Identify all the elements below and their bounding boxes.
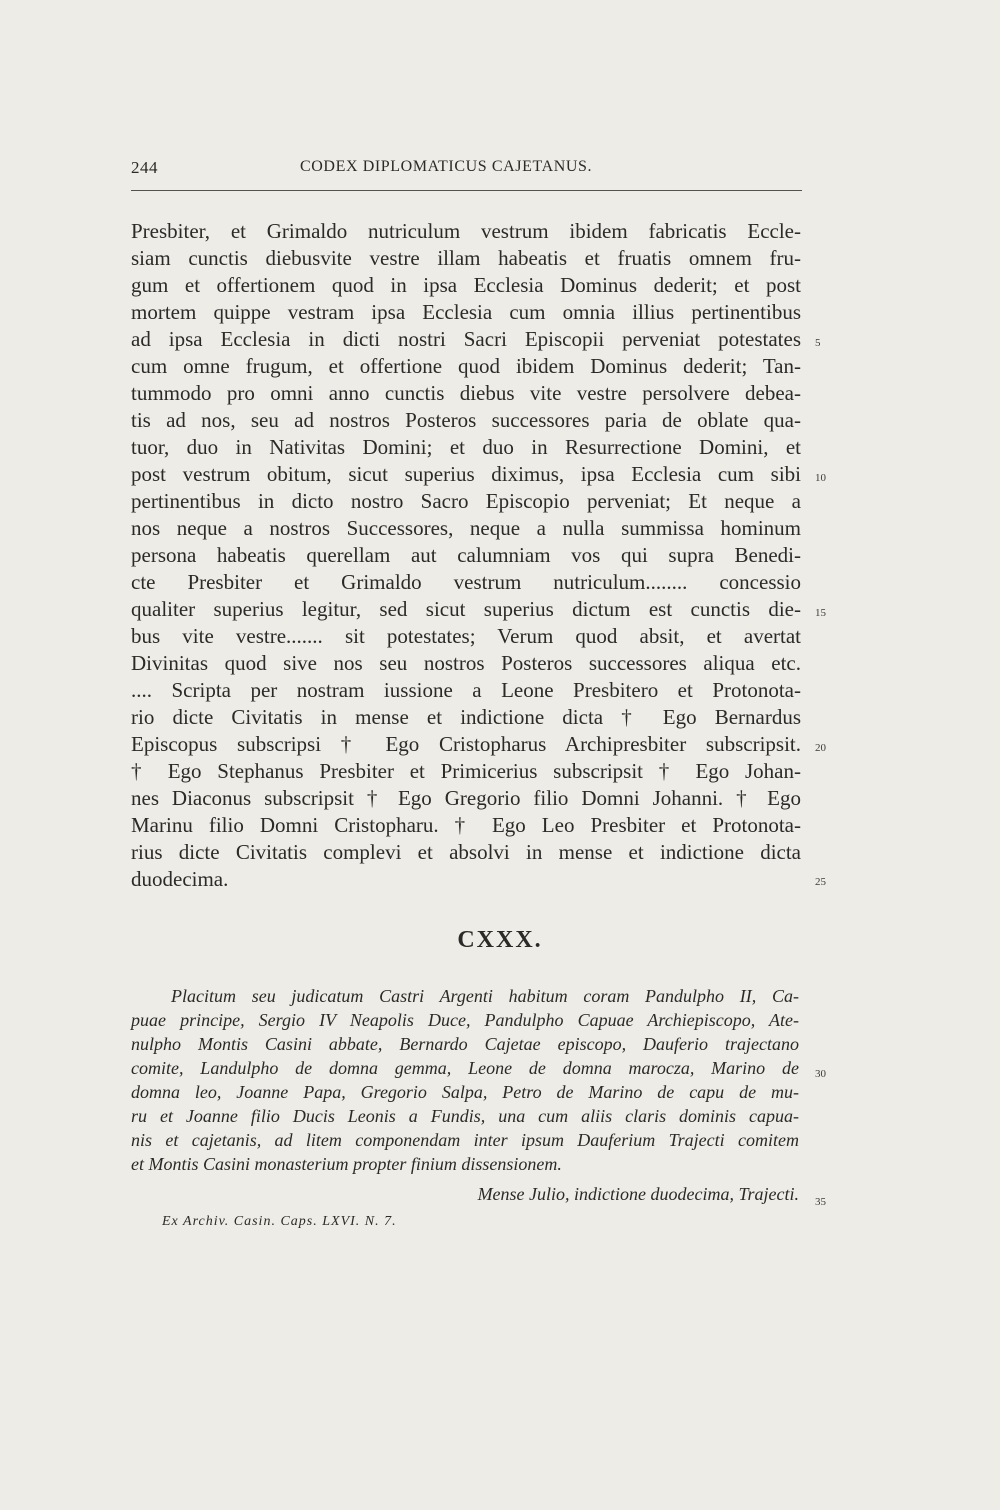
text-line: mortem quippe vestram ipsa Ecclesia cum omnia illius pertinentibus <box>131 300 801 324</box>
line-number: 5 <box>815 337 821 349</box>
text-line: rius dicte Civitatis complevi et absolvi in mense et indictione dicta <box>131 840 801 864</box>
text-line: cte Presbiter et Grimaldo vestrum nutriculum........ concessio <box>131 570 801 594</box>
text-line: pertinentibus in dicto nostro Sacro Episcopio perveniat; Et neque a <box>131 489 801 513</box>
line-number: 15 <box>815 607 826 619</box>
text-line: duodecima. <box>131 867 229 891</box>
text-line: qualiter superius legitur, sed sicut superius dictum est cunctis die- <box>131 597 801 621</box>
summary-line: nulpho Montis Casini abbate, Bernardo Cajetae episcopo, Dauferio trajectano <box>131 1034 799 1054</box>
summary-line: comite, Landulpho de domna gemma, Leone de domna marocza, Marino de <box>131 1058 799 1078</box>
line-number: 30 <box>815 1068 826 1080</box>
text-line: Episcopus subscripsi † Ego Cristopharus Archipresbiter subscripsit. <box>131 732 801 756</box>
header-rule <box>131 190 802 191</box>
text-line: tuor, duo in Nativitas Domini; et duo in Resurrectione Domini, et <box>131 435 801 459</box>
text-line: bus vite vestre....... sit potestates; Verum quod absit, et avertat <box>131 624 801 648</box>
archive-source: Ex Archiv. Casin. Caps. LXVI. N. 7. <box>162 1214 397 1229</box>
page-number: 244 <box>131 158 158 177</box>
text-line: siam cunctis diebusvite vestre illam habeatis et fruatis omnem fru- <box>131 246 801 270</box>
line-number: 20 <box>815 742 826 754</box>
summary-line: Placitum seu judicatum Castri Argenti habitum coram Pandulpho II, Ca- <box>171 986 799 1006</box>
summary-line: domna leo, Joanne Papa, Gregorio Salpa, Petro de Marino de capu de mu- <box>131 1082 799 1102</box>
text-line: tis ad nos, seu ad nostros Posteros successores paria de oblate qua- <box>131 408 801 432</box>
line-number: 35 <box>815 1196 826 1208</box>
summary-line: nis et cajetanis, ad litem componendam inter ipsum Dauferium Trajecti comitem <box>131 1130 799 1150</box>
line-number: 25 <box>815 876 826 888</box>
text-line: gum et offertionem quod in ipsa Ecclesia Dominus dederit; et post <box>131 273 801 297</box>
text-line: tummodo pro omni anno cunctis diebus vite vestre persolvere debea- <box>131 381 801 405</box>
text-line: Marinu filio Domni Cristopharu. † Ego Leo Presbiter et Protonota- <box>131 813 801 837</box>
text-line: .... Scripta per nostram iussione a Leone Presbitero et Protonota- <box>131 678 801 702</box>
summary-line: et Montis Casini monasterium propter finium dissensionem. <box>131 1154 562 1174</box>
text-line: ad ipsa Ecclesia in dicti nostri Sacri Episcopii perveniat potestates <box>131 327 801 351</box>
text-line: Presbiter, et Grimaldo nutriculum vestrum ibidem fabricatis Eccle- <box>131 219 801 243</box>
summary-line: puae principe, Sergio IV Neapolis Duce, Pandulpho Capuae Archiepiscopo, Ate- <box>131 1010 799 1030</box>
text-line: nos neque a nostros Successores, neque a nulla summissa hominum <box>131 516 801 540</box>
date-line: Mense Julio, indictione duodecima, Trajecti. <box>477 1184 799 1204</box>
line-number: 10 <box>815 472 826 484</box>
text-line: Divinitas quod sive nos seu nostros Posteros successores aliqua etc. <box>131 651 801 675</box>
section-number: CXXX. <box>457 927 543 953</box>
running-title: CODEX DIPLOMATICUS CAJETANUS. <box>300 158 593 175</box>
text-line: post vestrum obitum, sicut superius diximus, ipsa Ecclesia cum sibi <box>131 462 801 486</box>
summary-line: ru et Joanne filio Ducis Leonis a Fundis, una cum aliis claris dominis capua- <box>131 1106 799 1126</box>
text-line: † Ego Stephanus Presbiter et Primicerius subscripsit † Ego Johan- <box>131 759 801 783</box>
text-line: rio dicte Civitatis in mense et indictione dicta † Ego Bernardus <box>131 705 801 729</box>
text-line: cum omne frugum, et offertione quod ibidem Dominus dederit; Tan- <box>131 354 801 378</box>
text-line: nes Diaconus subscripsit † Ego Gregorio filio Domni Johanni. † Ego <box>131 786 801 810</box>
text-line: persona habeatis querellam aut calumniam vos qui supra Benedi- <box>131 543 801 567</box>
